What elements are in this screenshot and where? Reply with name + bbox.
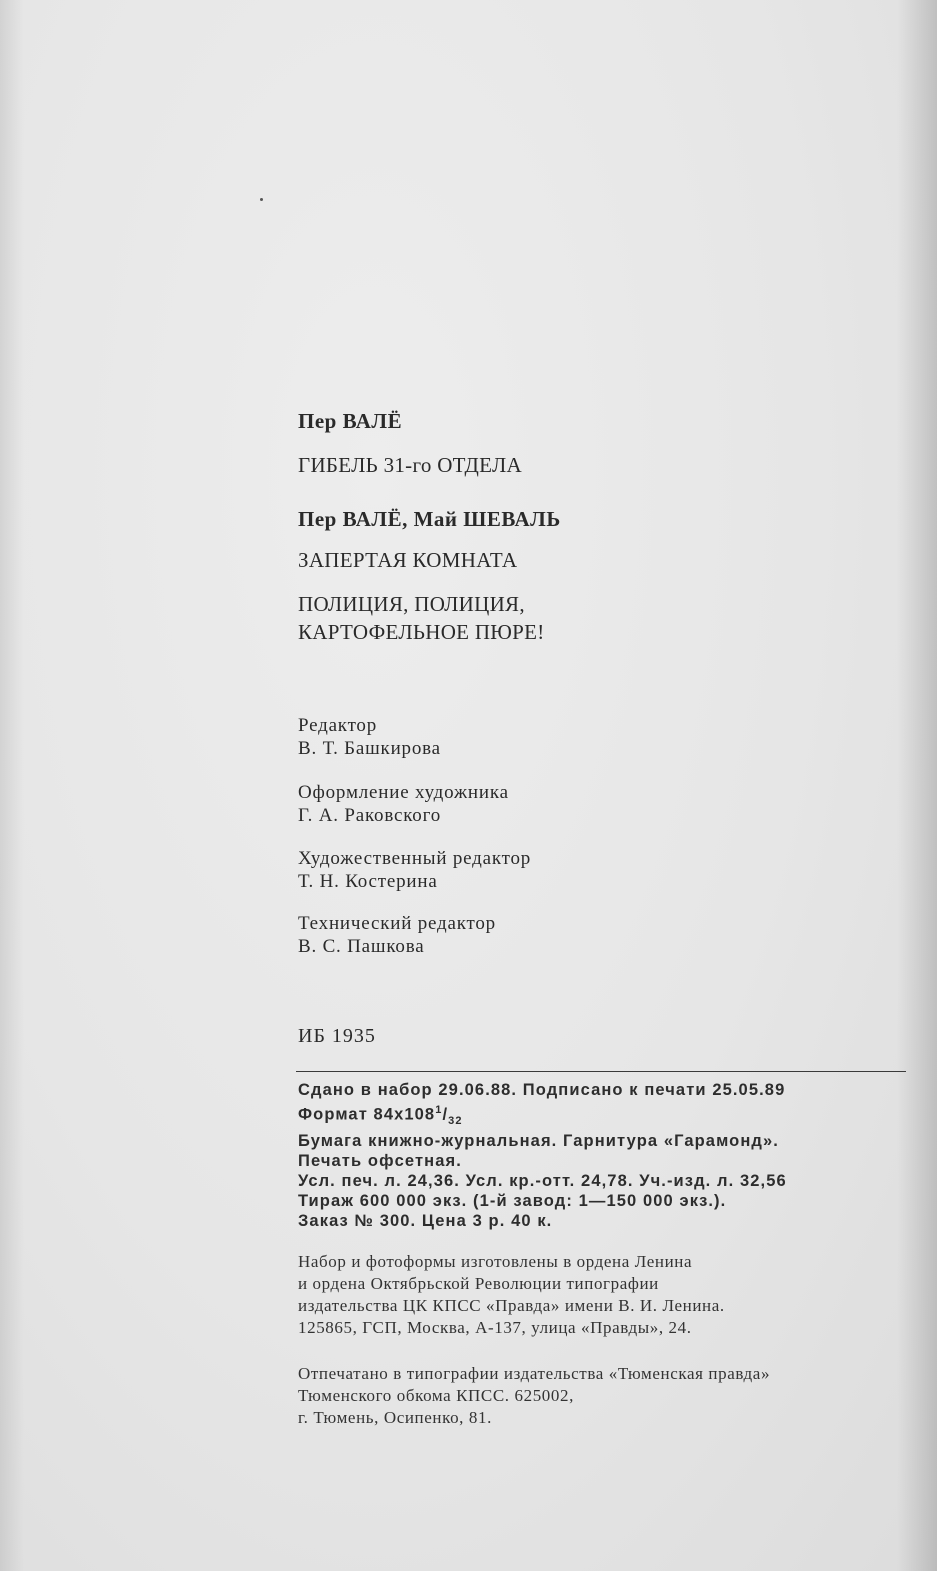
- technical-data: [298, 1080, 908, 1231]
- format-subscript: 32: [448, 1114, 463, 1127]
- title-third-line2: КАРТОФЕЛЬНОЕ ПЮРЕ!: [298, 620, 545, 644]
- credit-design: [298, 781, 509, 827]
- credit-role: Художественный редактор: [298, 848, 532, 869]
- tech-line-order: Заказ № 300. Цена 3 р. 40 к.: [298, 1211, 553, 1230]
- author-first: Пер ВАЛЁ: [298, 409, 403, 433]
- author-second: Пер ВАЛЁ, Май ШЕВАЛЬ: [298, 507, 561, 531]
- tech-line-printing: Печать офсетная.: [298, 1151, 462, 1170]
- tech-line-paper: Бумага книжно-журнальная. Гарнитура «Гарамонд».: [298, 1131, 779, 1150]
- credit-tech-editor: [298, 912, 496, 958]
- credit-name: В. Т. Башкирова: [298, 738, 441, 759]
- tech-line-circulation: Тираж 600 000 экз. (1-й завод: 1—150 000 экз.).: [298, 1191, 727, 1210]
- tech-line-dates: Сдано в набор 29.06.88. Подписано к печати 25.05.89: [298, 1081, 786, 1099]
- format-prefix: Формат 84x108: [298, 1105, 436, 1124]
- divider-line: [296, 1071, 906, 1072]
- credit-name: Т. Н. Костерина: [298, 871, 438, 892]
- credit-name: Г. А. Раковского: [298, 805, 442, 826]
- typesetting-line: 125865, ГСП, Москва, А-137, улица «Правды», 24.: [298, 1318, 692, 1337]
- credit-art-editor: [298, 847, 531, 893]
- typesetting-info: [298, 1251, 898, 1339]
- paper-speck: [260, 198, 263, 201]
- format-superscript: 1: [435, 1104, 443, 1116]
- credit-editor: [298, 714, 441, 760]
- credit-role: Технический редактор: [298, 913, 496, 934]
- page-edge-shadow-left: [0, 0, 24, 1571]
- title-first: ГИБЕЛЬ 31-го ОТДЕЛА: [298, 453, 522, 477]
- printing-line: Отпечатано в типографии издательства «Тюменская правда»: [298, 1364, 771, 1383]
- credit-role: Редактор: [298, 715, 378, 736]
- tech-line-sheets: Усл. печ. л. 24,36. Усл. кр.-отт. 24,78. Уч.-изд. л. 32,56: [298, 1171, 787, 1190]
- typesetting-line: и ордена Октябрьской Революции типографии: [298, 1274, 659, 1293]
- printing-line: Тюменского обкома КПСС. 625002,: [298, 1386, 574, 1405]
- tech-line-format: Формат $84x108^1/_{32}$: [298, 1104, 463, 1127]
- page-edge-shadow-right: [897, 0, 937, 1571]
- title-second: ЗАПЕРТАЯ КОМНАТА: [298, 548, 518, 572]
- credit-role: Оформление художника: [298, 782, 509, 803]
- typesetting-line: Набор и фотоформы изготовлены в ордена Ленина: [298, 1252, 693, 1271]
- ib-number: ИБ 1935: [298, 1025, 376, 1047]
- credit-name: В. С. Пашкова: [298, 936, 425, 957]
- typesetting-line: издательства ЦК КПСС «Правда» имени В. И. Ленина.: [298, 1296, 725, 1315]
- title-third-line1: ПОЛИЦИЯ, ПОЛИЦИЯ,: [298, 592, 525, 616]
- printing-info: [298, 1363, 898, 1429]
- printing-line: г. Тюмень, Осипенко, 81.: [298, 1408, 492, 1427]
